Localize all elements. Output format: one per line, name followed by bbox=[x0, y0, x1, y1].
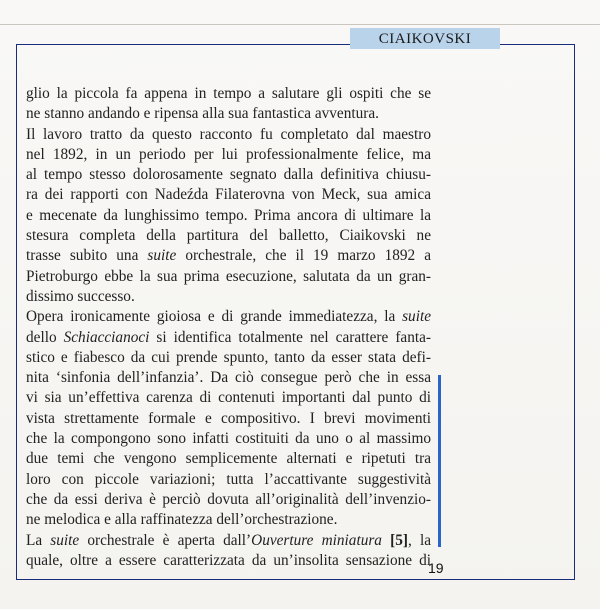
text-line: loro con piccole variazioni; tutta l’accattivante suggestività bbox=[26, 470, 431, 488]
text-line: vi sia un’effettiva carenza di contenuti importanti dal punto di bbox=[26, 389, 431, 407]
text-line: ne stanno andando e ripensa alla sua fantastica avventura. bbox=[26, 105, 379, 123]
text-line: ra dei rapporti con Nadeźda Filaterovna von Meck, sua amica bbox=[26, 186, 431, 204]
body-text bbox=[26, 84, 431, 571]
top-rule bbox=[0, 24, 600, 25]
text-line: La suite orchestrale è aperta dall’Ouverture miniatura [5], la bbox=[26, 531, 431, 549]
running-header bbox=[350, 28, 500, 49]
text-line: stesura completa della partitura del balletto, Ciaikovski ne bbox=[26, 227, 431, 245]
text-line: nel 1892, in un periodo per lui professionalmente felice, ma bbox=[26, 145, 431, 163]
running-header-title: CIAIKOVSKI bbox=[378, 30, 472, 47]
text-line: trasse subito una suite orchestrale, che il 19 marzo 1892 a bbox=[26, 247, 431, 265]
text-line: dissimo successo. bbox=[26, 287, 135, 305]
text-line: nita ‘sinfonia dell’infanzia’. Da ciò consegue però che in essa bbox=[26, 369, 431, 387]
text-line: glio la piccola fa appena in tempo a salutare gli ospiti che se bbox=[26, 85, 431, 102]
text-line: Pietroburgo ebbe la sua prima esecuzione, salutata da un gran- bbox=[26, 267, 431, 285]
text-line: due temi che vengono semplicemente alternati e ripetuti tra bbox=[26, 450, 431, 468]
text-line: ne melodica e alla raffinatezza dell’orchestrazione. bbox=[26, 511, 338, 529]
text-line: vista strettamente formale e compositivo. I brevi movimenti bbox=[26, 409, 431, 427]
text-line: Opera ironicamente gioiosa e di grande immediatezza, la suite bbox=[26, 308, 431, 326]
text-line: che la compongono sono infatti costituiti da uno o al massimo bbox=[26, 430, 431, 448]
text-line: quale, oltre a essere caratterizzata da un’insolita sensazione di bbox=[26, 551, 431, 569]
text-line: e mecenate da lunghissimo tempo. Prima ancora di ultimare la bbox=[26, 206, 431, 224]
text-line: dello Schiaccianoci si identifica totalmente nel carattere fanta- bbox=[26, 328, 431, 346]
margin-accent-bar bbox=[438, 375, 441, 547]
text-line: che da essi deriva è perciò dovuta all’originalità dell’invenzio- bbox=[26, 490, 431, 508]
text-line: Il lavoro tratto da questo racconto fu completato dal maestro bbox=[26, 125, 431, 143]
page-number: 19 bbox=[428, 560, 444, 576]
text-line: al tempo stesso dolorosamente segnato dalla definitiva chiusu- bbox=[26, 166, 431, 184]
text-line: stico e fiabesco da cui prende spunto, tanto da esser stata defi- bbox=[26, 348, 431, 366]
